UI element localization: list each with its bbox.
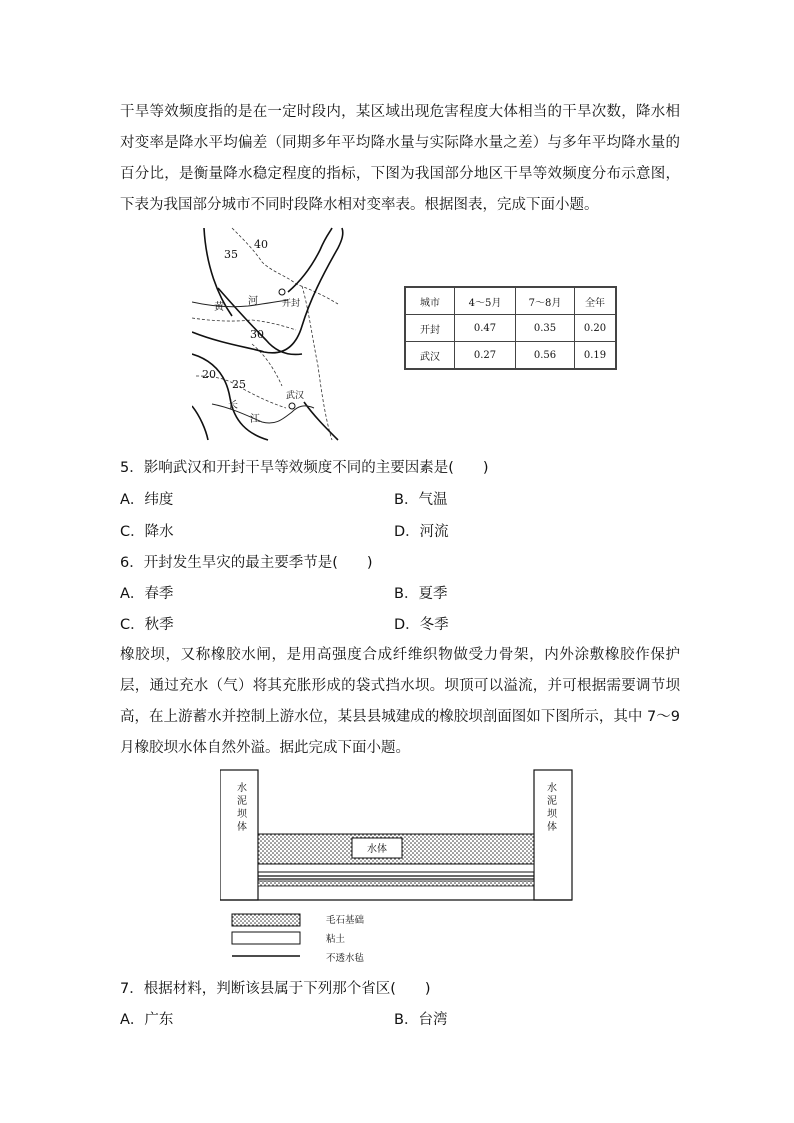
q5-option-b[interactable]: B．气温 <box>394 492 448 508</box>
table-cell: 0.56 <box>516 342 575 370</box>
q6-option-b[interactable]: B．夏季 <box>394 586 448 602</box>
left-wall-label: 水泥坝体 <box>237 783 247 833</box>
table-row <box>405 315 616 342</box>
yangtze-label-1: 长 <box>228 400 238 411</box>
contour-20-label: 20 <box>202 368 216 381</box>
table-cell: 0.47 <box>455 315 516 342</box>
yellow-river-label-2: 河 <box>248 296 258 307</box>
q7-option-a[interactable]: A．广东 <box>120 1012 174 1028</box>
q5-option-c[interactable]: C．降水 <box>120 524 174 540</box>
kaifeng-city-marker <box>279 289 285 295</box>
table-header-cell: 城市 <box>405 287 455 315</box>
wuhan-label: 武汉 <box>286 391 305 401</box>
contour-35-label: 35 <box>224 248 238 261</box>
contour-40-label: 40 <box>254 238 268 251</box>
question-7-stem: 7．根据材料，判断该县属于下列那个省区( ) <box>120 981 431 997</box>
q6-option-c[interactable]: C．秋季 <box>120 617 174 633</box>
legend-stone-label: 毛石基础 <box>326 915 365 926</box>
table-cell: 开封 <box>405 315 455 342</box>
yellow-river <box>192 300 288 307</box>
legend-clay-label: 粘土 <box>326 934 346 945</box>
table-cell: 0.27 <box>455 342 516 370</box>
table-cell: 0.20 <box>575 315 617 342</box>
q6-option-a[interactable]: A．春季 <box>120 586 174 602</box>
question-6-stem: 6．开封发生旱灾的最主要季节是( ) <box>120 555 373 571</box>
intro-paragraph-drought: 干旱等效频度指的是在一定时段内，某区域出现危害程度大体相当的干旱次数，降水相对变率是降水平均偏差（同期多年平均降水量与实际降水量之差）与多年平均降水量的百分比，是衡量降水稳定程度的指标，下图为我国部分地区干旱等效频度分布示意图，下表为我国部分城市不同时段降水相对变率表。根据图表，完成下面小题。 <box>120 104 680 213</box>
table-header-cell: 全年 <box>575 287 617 315</box>
legend-stone-swatch <box>232 914 300 926</box>
table-cell: 武汉 <box>405 342 455 370</box>
table-cell: 0.35 <box>516 315 575 342</box>
table-header-cell: 7～8月 <box>516 287 575 315</box>
contour-20-line <box>192 406 208 440</box>
right-wall-label: 水泥坝体 <box>547 783 557 833</box>
table-row <box>405 342 616 370</box>
q5-option-a[interactable]: A．纬度 <box>120 492 174 508</box>
q7-option-b[interactable]: B．台湾 <box>394 1012 448 1028</box>
legend-clay-swatch <box>232 932 300 944</box>
precipitation-variability-table <box>404 286 617 370</box>
question-5-stem: 5．影响武汉和开封干旱等效频度不同的主要因素是( ) <box>120 460 489 476</box>
intro-paragraph-rubber-dam: 橡胶坝，又称橡胶水闸，是用高强度合成纤维织物做受力骨架，内外涂敷橡胶作保护层，通过充水（气）将其充胀形成的袋式挡水坝。坝顶可以溢流，并可根据需要调节坝高，在上游蓄水并控制上游水位，某县县城建成的橡胶坝剖面图如下图所示，其中 7～9 月橡胶坝水体自然外溢。据此完成下面小题。 <box>120 647 680 756</box>
yangtze-label-2: 江 <box>250 414 260 425</box>
q5-option-d[interactable]: D．河流 <box>394 524 449 540</box>
table-header-cell: 4～5月 <box>455 287 516 315</box>
wuhan-city-marker <box>289 403 295 409</box>
table-header-row <box>405 287 616 315</box>
contour-30-label: 30 <box>250 328 264 341</box>
clay-layer <box>258 864 534 872</box>
stone-foundation-layer <box>258 881 534 886</box>
kaifeng-label: 开封 <box>282 299 301 309</box>
yellow-river-label-1: 黄 <box>214 302 224 313</box>
drought-frequency-map <box>192 226 352 442</box>
table-cell: 0.19 <box>575 342 617 370</box>
rubber-dam-diagram <box>220 768 580 968</box>
water-body-label: 水体 <box>367 844 387 855</box>
legend-impermeable-label: 不透水毡 <box>326 953 365 964</box>
q6-option-d[interactable]: D．冬季 <box>394 617 449 633</box>
contour-25-label: 25 <box>232 378 246 391</box>
